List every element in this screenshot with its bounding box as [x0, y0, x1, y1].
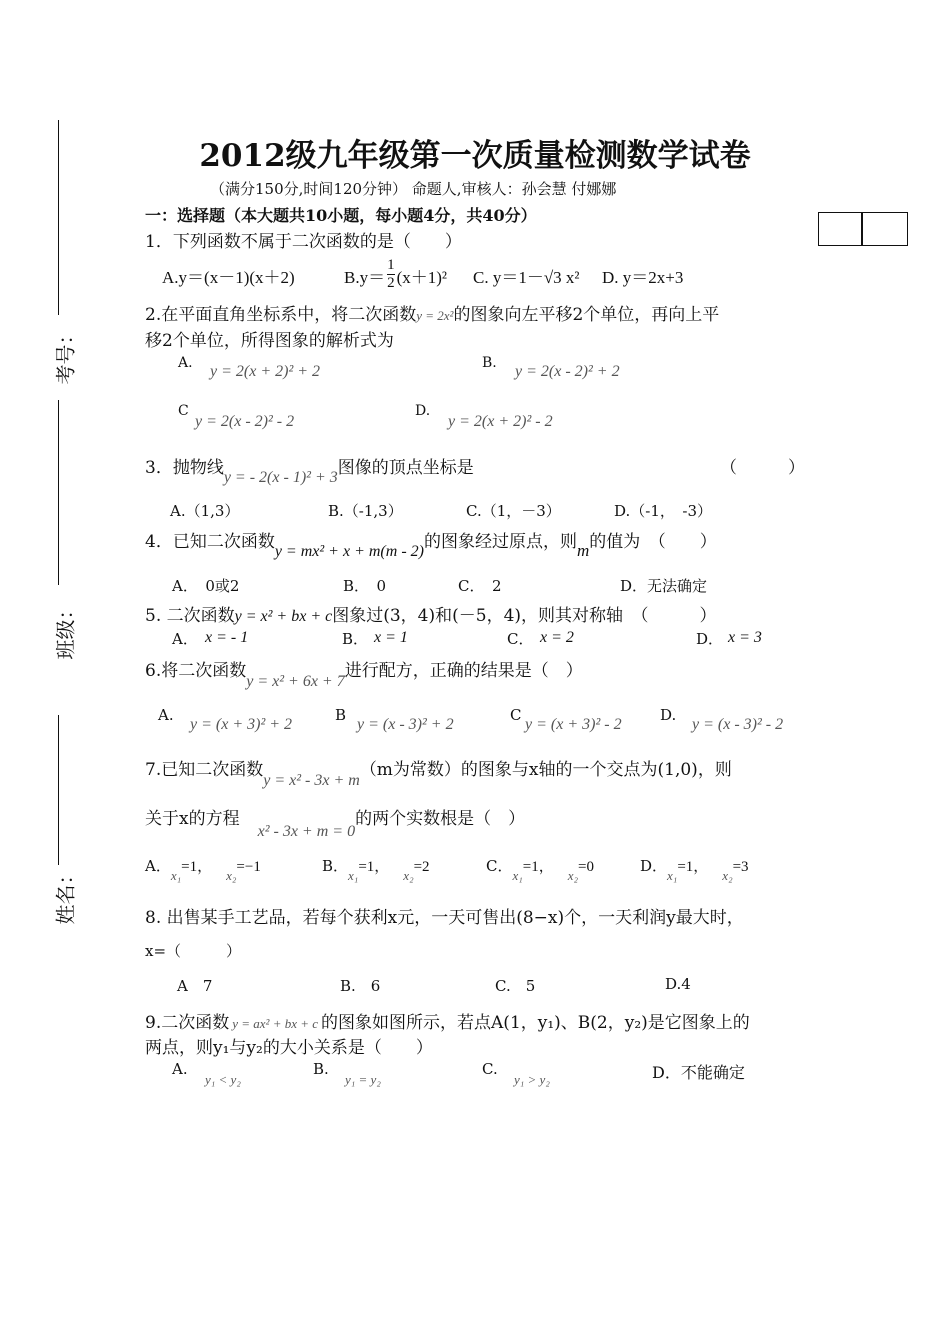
class-label: 班级： [53, 599, 78, 660]
page-subtitle: （满分150分,时间120分钟） 命题人,审核人：孙会慧 付娜娜 [210, 180, 617, 198]
q2-option-d-label: D. [415, 403, 431, 419]
q9-option-d: D．不能确定 [652, 1063, 745, 1082]
score-box-2 [862, 212, 908, 246]
q3-option-c: C.（1，－3） [466, 502, 561, 520]
q6-option-a-label: A. [158, 706, 174, 724]
q1-option-c: C. y＝1－√3 x² [473, 268, 580, 287]
q8-option-d: D.4 [665, 975, 691, 993]
q6-option-b: y = (x - 3)² + 2 [357, 716, 454, 733]
q5-option-a-label: A． [172, 630, 198, 648]
q8-option-c: C. 5 [495, 977, 536, 995]
q7-option-c: C．x₁=1，x₂=0 [486, 857, 595, 883]
q7-stem: 7.已知二次函数y = x² - 3x + m（m为常数）的图象与x轴的一个交点为(1,0)，则 [145, 760, 732, 789]
q3-option-a: A.（1,3） [170, 502, 240, 520]
q3-option-b: B.（-1,3） [328, 502, 403, 520]
q2-option-c-label: C [178, 403, 189, 419]
q2-option-a-label: A. [178, 355, 193, 371]
q4-option-b: B． 0 [343, 577, 387, 595]
q9-stem: 9.二次函数 y = ax² + bx + c 的图象如图所示，若点A(1，y₁)、B(2，y₂)是它图象上的 [145, 1013, 750, 1033]
q5-option-b-label: B． [342, 630, 369, 648]
q4-stem: 4．已知二次函数y = mx² + x + m(m - 2)的图象经过原点，则m的值为 （ ） [145, 532, 717, 560]
q6-option-d: y = (x - 3)² - 2 [692, 716, 784, 733]
q5-option-d-label: D． [696, 630, 724, 648]
q5-option-c-label: C． [507, 630, 534, 648]
q6-option-d-label: D. [660, 706, 677, 724]
q6-stem: 6.将二次函数y = x² + 6x + 7进行配方，正确的结果是（ ） [145, 661, 583, 690]
q5-option-c: x = 2 [540, 629, 574, 646]
name-label: 姓名： [53, 864, 78, 925]
q3-option-d: D.（-1， -3） [614, 502, 712, 520]
q6-option-a: y = (x + 3)² + 2 [190, 716, 293, 733]
q2-option-b: y = 2(x - 2)² + 2 [515, 363, 620, 380]
q1-stem: 1．下列函数不属于二次函数的是（ ） [145, 232, 462, 252]
page-title: 2012级九年级第一次质量检测数学试卷 [199, 138, 751, 174]
q2-option-b-label: B. [482, 355, 497, 371]
q8-option-a: A 7 [177, 977, 213, 995]
q8-option-b: B. 6 [340, 977, 381, 995]
q5-option-b: x = 1 [374, 629, 408, 646]
q7-option-b: B．x₁=1，x₂=2 [322, 857, 430, 883]
q1-option-d: D. y＝2x+3 [602, 268, 684, 287]
binding-line-middle [58, 400, 59, 585]
q4-option-d: D．无法确定 [620, 577, 708, 595]
q2-stem-line2: 移2个单位，所得图象的解析式为 [145, 331, 394, 351]
q6-option-c: y = (x + 3)² - 2 [525, 716, 622, 733]
q9-option-b: y₁ = y₂ [345, 1072, 381, 1087]
q6-option-b-label: B [335, 706, 347, 724]
q7-stem-line2: 关于x的方程x² - 3x + m = 0的两个实数根是（ ） [145, 809, 526, 840]
q7-option-a: A．x₁=1，x₂=−1 [145, 857, 261, 883]
q9-option-b-label: B. [313, 1060, 329, 1078]
q7-option-d: D．x₁=1，x₂=3 [640, 857, 749, 883]
q2-option-d: y = 2(x + 2)² - 2 [448, 413, 553, 430]
q6-option-c-label: C [510, 706, 522, 724]
q9-stem-line2: 两点，则y₁与y₂的大小关系是（ ） [145, 1038, 433, 1058]
q1-option-b: B.y＝ $\frac{1}{2}$ (x＋1)² [344, 256, 448, 291]
q8-stem: 8. 出售某手工艺品，若每个获利x元，一天可售出(8−x)个，一天利润y最大时， [145, 908, 744, 928]
q4-option-a: A． 0或2 [172, 577, 240, 595]
q3-answer-paren: （ ） [720, 458, 805, 478]
section-heading: 一：选择题（本大题共10小题，每小题4分，共40分） [145, 206, 537, 225]
q2-stem: 2.在平面直角坐标系中，将二次函数y = 2x²的图象向左平移2个单位，再向上平 [145, 305, 720, 325]
q9-option-a-label: A. [172, 1060, 188, 1078]
q4-option-c: C． 2 [458, 577, 502, 595]
q2-option-c: y = 2(x - 2)² - 2 [195, 413, 295, 430]
q9-option-c: y₁ > y₂ [514, 1072, 550, 1087]
q5-option-a: x = - 1 [205, 629, 249, 646]
q9-option-a: y₁ < y₂ [205, 1072, 241, 1087]
q9-option-c-label: C. [482, 1060, 498, 1078]
q2-option-a: y = 2(x + 2)² + 2 [210, 363, 321, 380]
binding-line-bottom [58, 715, 59, 865]
q5-option-d: x = 3 [728, 629, 762, 646]
exam-number-label: 考号： [53, 324, 78, 385]
q1-option-a: A.y＝(x－1)(x＋2) [162, 268, 295, 287]
q3-stem: 3．抛物线y = - 2(x - 1)² + 3图像的顶点坐标是 [145, 458, 474, 486]
q5-stem: 5. 二次函数y = x² + bx + c图象过(3，4)和(－5，4)，则其对称轴 （ ） [145, 606, 717, 626]
q8-stem-line2: x=（ ） [145, 942, 242, 960]
score-box-1 [818, 212, 862, 246]
